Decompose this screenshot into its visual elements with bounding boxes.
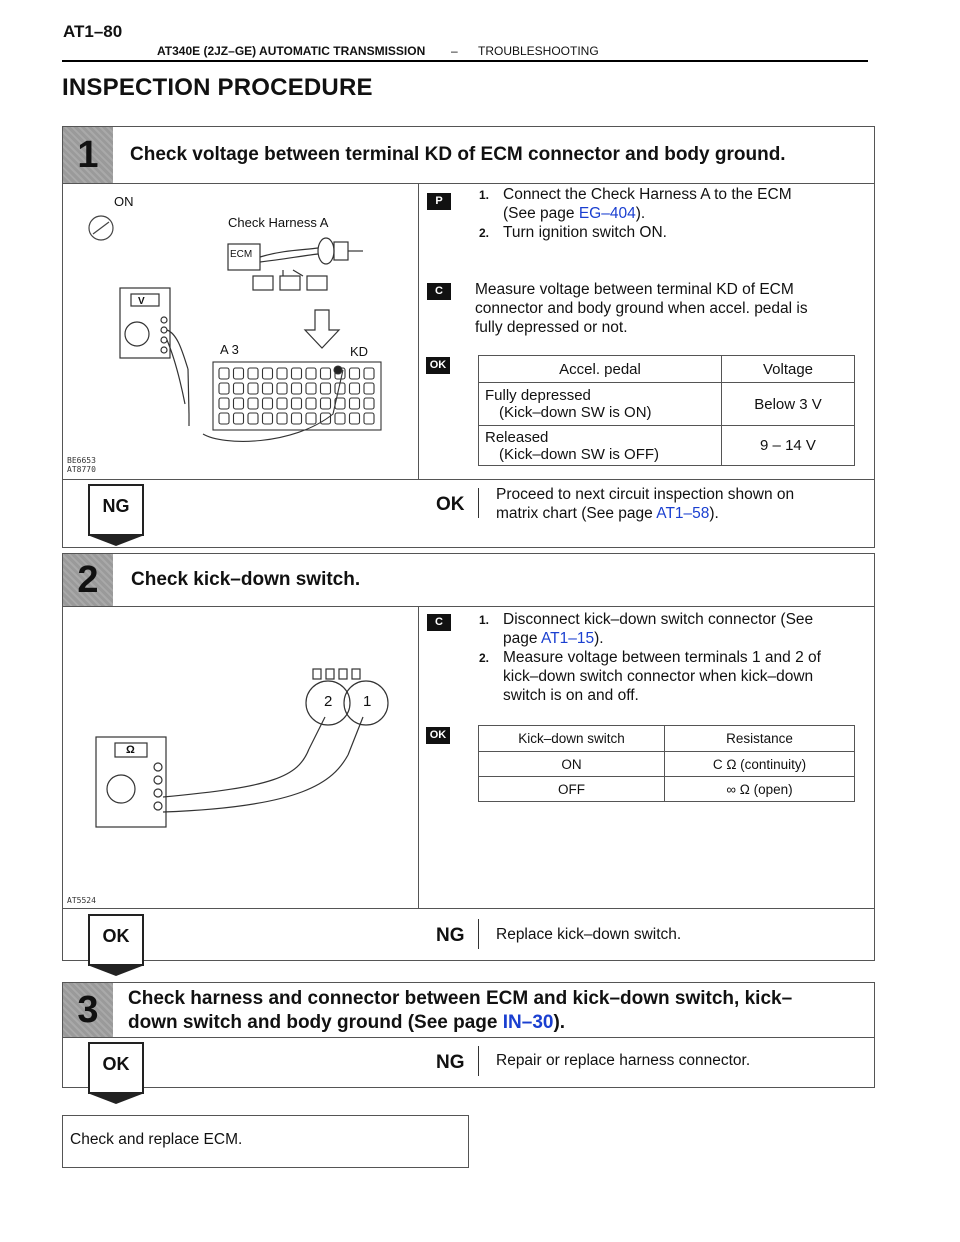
table-header: Accel. pedal — [479, 356, 722, 383]
final-text: Check and replace ECM. — [70, 1131, 243, 1148]
connector-pin — [263, 383, 273, 394]
connector-pin — [219, 398, 229, 409]
table-cell: C Ω (continuity) — [665, 752, 855, 777]
ignition-key-icon — [89, 216, 113, 240]
fig1-label-a3: A 3 — [220, 342, 239, 357]
connector-pin — [219, 413, 229, 424]
link-at1-15[interactable]: AT1–15 — [540, 630, 595, 647]
table-cell: 9 – 14 V — [722, 426, 855, 466]
step2-number: 2 — [63, 554, 113, 606]
check-badge: C — [427, 283, 451, 300]
connector-pin — [306, 383, 316, 394]
fig1-code-1: BE6653 — [67, 456, 96, 465]
prep-badge: P — [427, 193, 451, 210]
connector-pin — [364, 368, 374, 379]
ecm-connector-icon — [203, 362, 381, 441]
connector-pin — [248, 368, 258, 379]
connector-pin — [234, 368, 244, 379]
step2-item-1b: page AT1–15). — [503, 630, 604, 647]
connector-pin — [234, 413, 244, 424]
step3-ng-text: Repair or replace harness connector. — [496, 1052, 751, 1069]
connector-pin — [277, 398, 287, 409]
fig1-label-ecm: ECM — [230, 249, 253, 260]
connector-pin — [306, 413, 316, 424]
step1-check-line-1: Measure voltage between terminal KD of ECM — [475, 281, 794, 298]
fig1-label-kd: KD — [350, 344, 369, 359]
step3-number: 3 — [63, 983, 113, 1037]
header-section: TROUBLESHOOTING — [478, 44, 599, 58]
connector-pin — [292, 383, 302, 394]
page-number: AT1–80 — [63, 22, 123, 41]
step3-title-rule — [62, 1037, 875, 1038]
step2-item-2b: kick–down switch connector when kick–down — [503, 668, 814, 685]
connector-pin — [219, 383, 229, 394]
step3-title-line2: down switch and body ground (See page IN–30). — [128, 1012, 566, 1033]
step3-title-line1: Check harness and connector between ECM and kick–down switch, kick– — [128, 988, 793, 1009]
step2-ng-marker: NG — [436, 925, 465, 946]
connector-pin — [277, 413, 287, 424]
step1-prep-item-2-num: 2. — [479, 226, 490, 240]
fig2-pin-1: 1 — [363, 693, 372, 710]
step1-prep-item-2: Turn ignition switch ON. — [503, 224, 667, 241]
kick-down-switch-connector-icon — [163, 669, 388, 812]
connector-pin — [321, 413, 331, 424]
connector-pin — [350, 398, 360, 409]
step2-title: Check kick–down switch. — [131, 569, 361, 590]
check-badge: C — [427, 614, 451, 631]
step1-result-rule — [62, 479, 875, 480]
connector-pin — [321, 383, 331, 394]
fig2-pin-2: 2 — [324, 693, 333, 710]
fig2-ohm-label: Ω — [126, 744, 135, 756]
step1-spec-table — [478, 355, 855, 466]
link-at1-58[interactable]: AT1–58 — [656, 505, 710, 522]
connector-pin — [350, 383, 360, 394]
table-cell: Released (Kick–down SW is OFF) — [479, 426, 722, 466]
table-header: Kick–down switch — [479, 726, 665, 752]
connector-pin — [219, 368, 229, 379]
connector-pin — [350, 413, 360, 424]
step1-prep-item-1b: (See page EG–404). — [503, 205, 646, 222]
connector-pin — [306, 398, 316, 409]
table-cell: Below 3 V — [722, 383, 855, 426]
step1-divider — [418, 183, 419, 479]
step2-item-2: Measure voltage between terminals 1 and 2 of — [503, 649, 821, 666]
connector-pin — [248, 383, 258, 394]
step1-ok-text-2: matrix chart (See page AT1–58). — [496, 505, 719, 522]
page-title: INSPECTION PROCEDURE — [62, 74, 373, 101]
connector-pin — [335, 413, 345, 424]
step1-check-line-2: connector and body ground when accel. pedal is — [475, 300, 808, 317]
connector-pin — [234, 398, 244, 409]
connector-pin — [234, 383, 244, 394]
table-header: Resistance — [665, 726, 855, 752]
step1-ok-marker: OK — [436, 494, 465, 515]
connector-pin — [263, 368, 273, 379]
header-title: AT340E (2JZ–GE) AUTOMATIC TRANSMISSION — [157, 44, 426, 58]
step2-spec-table — [478, 725, 855, 802]
connector-pin — [248, 413, 258, 424]
connector-pin — [321, 368, 331, 379]
step2-item-1-num: 1. — [479, 613, 490, 627]
connector-pin — [263, 413, 273, 424]
connector-pin — [292, 368, 302, 379]
connector-pin — [248, 398, 258, 409]
step1-prep-item-1-num: 1. — [479, 188, 490, 202]
connector-pin — [350, 368, 360, 379]
connector-pin — [263, 398, 273, 409]
table-cell: ∞ Ω (open) — [665, 777, 855, 802]
fig1-label-v: V — [138, 296, 145, 307]
connector-pin — [364, 413, 374, 424]
connector-pin — [306, 368, 316, 379]
fig1-label-harness: Check Harness A — [228, 215, 329, 230]
table-header: Voltage — [722, 356, 855, 383]
step2-ng-text: Replace kick–down switch. — [496, 926, 682, 943]
step1-title: Check voltage between terminal KD of ECM connector and body ground. — [130, 144, 786, 165]
header-rule — [62, 60, 868, 62]
step2-item-2c: switch is on and off. — [503, 687, 639, 704]
header-dash: – — [451, 44, 458, 58]
table-cell: Fully depressed (Kick–down SW is ON) — [479, 383, 722, 426]
connector-pin — [364, 398, 374, 409]
step2-divider — [418, 606, 419, 908]
step2-item-2-num: 2. — [479, 651, 490, 665]
step1-number: 1 — [63, 127, 113, 183]
table-cell: OFF — [479, 777, 665, 802]
link-eg-404[interactable]: EG–404 — [578, 205, 636, 222]
step2-ok-marker: OK — [88, 914, 144, 966]
ok-badge: OK — [426, 727, 450, 744]
step3-ok-marker: OK — [88, 1042, 144, 1094]
fig1-label-on: ON — [114, 194, 134, 209]
connector-pin — [292, 413, 302, 424]
fig2-code: AT5524 — [67, 896, 96, 905]
connector-pin — [364, 383, 374, 394]
fig1-code-2: AT8770 — [67, 465, 96, 474]
step2-result-rule — [62, 908, 875, 909]
connector-pin — [321, 398, 331, 409]
connector-pin — [292, 398, 302, 409]
step1-ng-marker: NG — [88, 484, 144, 536]
step2-figure — [63, 607, 417, 907]
ok-badge: OK — [426, 357, 450, 374]
connector-pin — [277, 368, 287, 379]
step1-prep-item-1: Connect the Check Harness A to the ECM — [503, 186, 792, 203]
step1-ok-text-1: Proceed to next circuit inspection shown on — [496, 486, 795, 503]
table-cell: ON — [479, 752, 665, 777]
voltmeter-icon — [120, 288, 189, 426]
step1-check-line-3: fully depressed or not. — [475, 319, 628, 336]
step3-ng-marker: NG — [436, 1052, 465, 1073]
link-in-30[interactable]: IN–30 — [502, 1012, 554, 1033]
step2-item-1: Disconnect kick–down switch connector (See — [503, 611, 814, 628]
connector-pin — [277, 383, 287, 394]
